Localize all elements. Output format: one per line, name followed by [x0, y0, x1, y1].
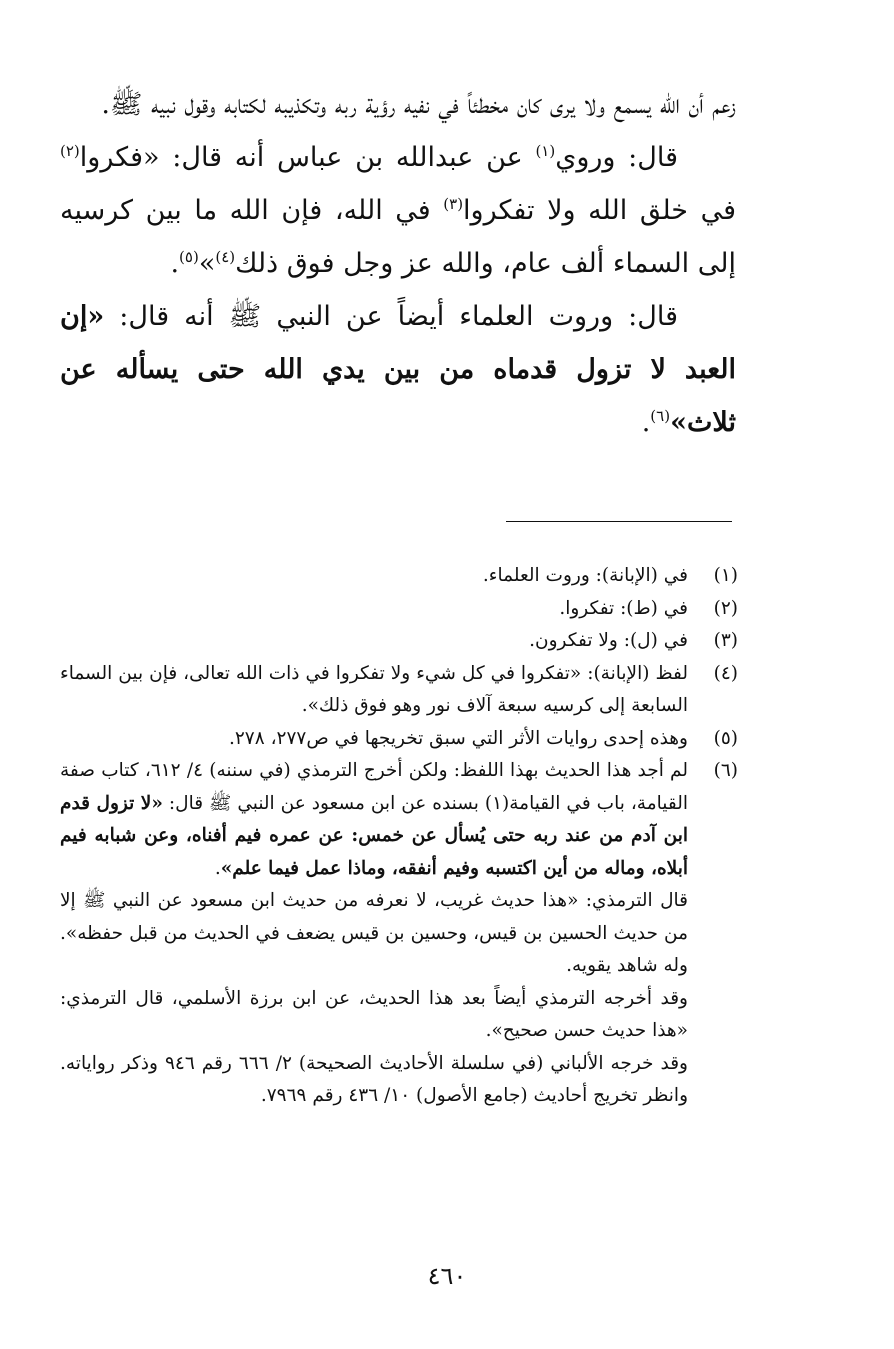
footnote-ref-6: (٦) [650, 407, 671, 425]
footnote-ref-2: (٢) [60, 142, 80, 160]
footnote-6-paragraph-1 [60, 755, 688, 885]
paragraph-2 [60, 131, 736, 290]
footnote-item [60, 658, 738, 723]
footnote-number: (٦) [713, 760, 738, 781]
footnote-6-intro: لم أجد هذا الحديث بهذا اللفظ: ولكن أخرج الترمذي (في سننه) ٤/ ٦١٢، كتاب صفة القيامة، باب في القيامة(١) بسنده عن ابن مسعود عن النبي ﷺ قال: [60, 760, 688, 814]
footnote-number: (٣) [713, 630, 738, 651]
footnote-number: (٢) [713, 597, 738, 619]
footnotes [60, 560, 738, 1113]
main-text [60, 78, 736, 449]
footnote-6-paragraph-3: وقد أخرجه الترمذي أيضاً بعد هذا الحديث، عن ابن برزة الأسلمي، قال الترمذي: «هذا حديث حسن صحيح». [60, 987, 688, 1041]
paragraph-2-part-e: » [198, 248, 216, 279]
paragraph-3 [60, 290, 736, 449]
hadith-quote: «إن العبد لا تزول قدماه من بين يدي الله حتى يسأله عن ثلاث» [60, 301, 736, 438]
page-number: ٤٦٠ [427, 1262, 467, 1290]
footnote-item [60, 625, 738, 658]
paragraph-1: زعم أن الله يسمع ولا يرى كان مخطئاً في نفيه رؤية ربه وتكذيبه لكتابه وقول نبيه ﷺ. [101, 89, 736, 120]
footnote-item [60, 560, 738, 593]
footnote-6-paragraph-2: قال الترمذي: «هذا حديث غريب، لا نعرفه من حديث ابن مسعود عن النبي ﷺ إلا من حديث الحسين بن قيس، وحسين بن قيس يضعف في الحديث من قبل حفظه». وله شاهد يقويه. [60, 890, 688, 976]
footnote-item [60, 593, 738, 626]
footnote-ref-4: (٤) [215, 248, 236, 266]
footnote-text: في (ط): تفكروا. [559, 597, 688, 619]
footnote-separator [506, 521, 732, 522]
footnote-ref-5: (٥) [179, 248, 199, 266]
paragraph-2-part-f: . [170, 248, 180, 279]
footnote-ref-1: (١) [535, 142, 556, 160]
footnote-6-intro-end: . [214, 857, 221, 879]
paragraph-3-part-a: قال: وروت العلماء أيضاً عن النبي ﷺ أنه قال: [104, 301, 678, 332]
footnote-number: (٤) [713, 662, 738, 684]
footnote-6-hadith: «لا تزول قدم ابن آدم من عند ربه حتى يُسأل عن خمس: عن عمره فيم أفناه، وعن شبابه فيم أبلاه، وماله من أين اكتسبه وفيم أنفقه، وماذا عمل فيما علم» [60, 792, 688, 879]
footnote-ref-3: (٣) [443, 195, 464, 213]
footnote-item [60, 755, 738, 1113]
paragraph-2-part-d: في الله، فإن الله ما بين كرسيه إلى السماء ألف عام، والله عز وجل فوق ذلك [60, 195, 736, 279]
footnote-text [60, 755, 688, 1113]
footnote-text: في (ل): ولا تفكرون. [529, 630, 688, 651]
footnote-number: (٥) [713, 727, 738, 749]
paragraph-3-part-b: . [641, 407, 651, 438]
footnote-number: (١) [713, 565, 738, 586]
paragraph-2-part-a: قال: وروي [555, 142, 678, 173]
footnote-text: لفظ (الإبانة): «تفكروا في كل شيء ولا تفكروا في ذات الله تعالى، فإن بين السماء السابعة إلى كرسيه سبعة آلاف نور وهو فوق ذلك». [60, 662, 688, 716]
footnote-text: في (الإبانة): وروت العلماء. [482, 565, 688, 586]
paragraph-2-part-c: في خلق الله ولا تفكروا [463, 195, 736, 226]
footnote-text: وهذه إحدى روايات الأثر التي سبق تخريجها في ص٢٧٧، ٢٧٨. [228, 727, 688, 749]
footnote-item [60, 723, 738, 756]
paragraph-2-part-b: عن عبدالله بن عباس أنه قال: «فكروا [79, 142, 536, 173]
footnote-6-paragraph-4: وقد خرجه الألباني (في سلسلة الأحاديث الصحيحة) ٢/ ٦٦٦ رقم ٩٤٦ وذكر رواياته. وانظر تخريج أحاديث (جامع الأصول) ١٠/ ٤٣٦ رقم ٧٩٦٩. [60, 1052, 688, 1106]
